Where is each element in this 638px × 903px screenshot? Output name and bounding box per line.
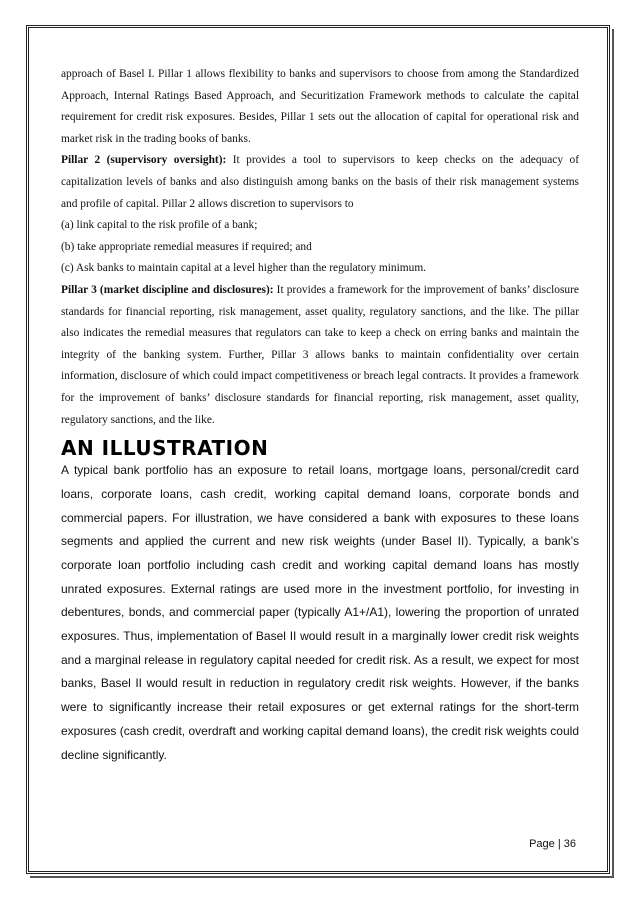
paragraph-pillar1: approach of Basel I. Pillar 1 allows flexibility to banks and supervisors to choose from among the Standardized Approach, Internal Ratings Based Approach, and Securitization Framework methods to calculate the capital requirement for credit risk exposures. Besides, Pillar 1 sets out the allocation of capital for operational risk and market risk in the trading books of banks. (61, 68, 579, 145)
page-number: Page | 36 (529, 838, 576, 850)
pillar-section (61, 64, 579, 431)
list-item-a: (a) link capital to the risk profile of a bank; (61, 219, 258, 232)
pillar3-label: Pillar 3 (market discipline and disclosures): (61, 283, 274, 296)
pillar2-text: It provides a tool to supervisors to keep checks on the adequacy of capitalization levels of banks and also distinguish among banks on the basis of their risk management systems and profile of capital. Pillar 2 allows discretion to supervisors to (61, 154, 579, 210)
page-content (61, 64, 579, 767)
pillar2-label: Pillar 2 (supervisory oversight): (61, 154, 227, 167)
list-item-b: (b) take appropriate remedial measures if required; and (61, 240, 312, 253)
list-item-c: (c) Ask banks to maintain capital at a level higher than the regulatory minimum. (61, 262, 427, 275)
section-heading: AN ILLUSTRATION (61, 436, 269, 461)
pillar3-text: It provides a framework for the improvement of banks’ disclosure standards for financial reporting, risk management, asset quality, regulatory sanctions, and the like. The pillar also indicates the remedial measures that regulators can take to keep a check on erring banks and maintain the integrity of the banking system. Further, Pillar 3 allows banks to maintain confidentiality over certain information, disclosure of which could impact competitiveness or breach legal contracts. It provides a framework for the improvement of banks’ disclosure standards for financial reporting, risk management, asset quality, regulatory sanctions, and the like. (61, 283, 579, 426)
illustration-paragraph: A typical bank portfolio has an exposure to retail loans, mortgage loans, personal/credit card loans, corporate loans, cash credit, working capital demand loans, corporate bonds and commercial papers. For illustration, we have considered a bank with exposures to these loans segments and applied the current and new risk weights (under Basel II). Typically, a bank’s corporate loan portfolio including cash credit and working capital demand loans has mostly unrated exposures. External ratings are used more in the investment portfolio, for investing in debentures, bonds, and commercial paper (typically A1+/A1), lowering the proportion of unrated exposures. Thus, implementation of Basel II would result in a marginally lower credit risk weights and a marginal release in regulatory capital needed for credit risk. As a result, we expect for most banks, Basel II would result in reduction in regulatory credit risk weights. However, if the banks were to significantly increase their retail exposures or get external ratings for the short-term exposures (cash credit, overdraft and working capital demand loans), the credit risk weights could decline significantly. (61, 463, 579, 762)
paragraph-pillar3 (61, 280, 579, 431)
paragraph-pillar2 (61, 150, 579, 215)
